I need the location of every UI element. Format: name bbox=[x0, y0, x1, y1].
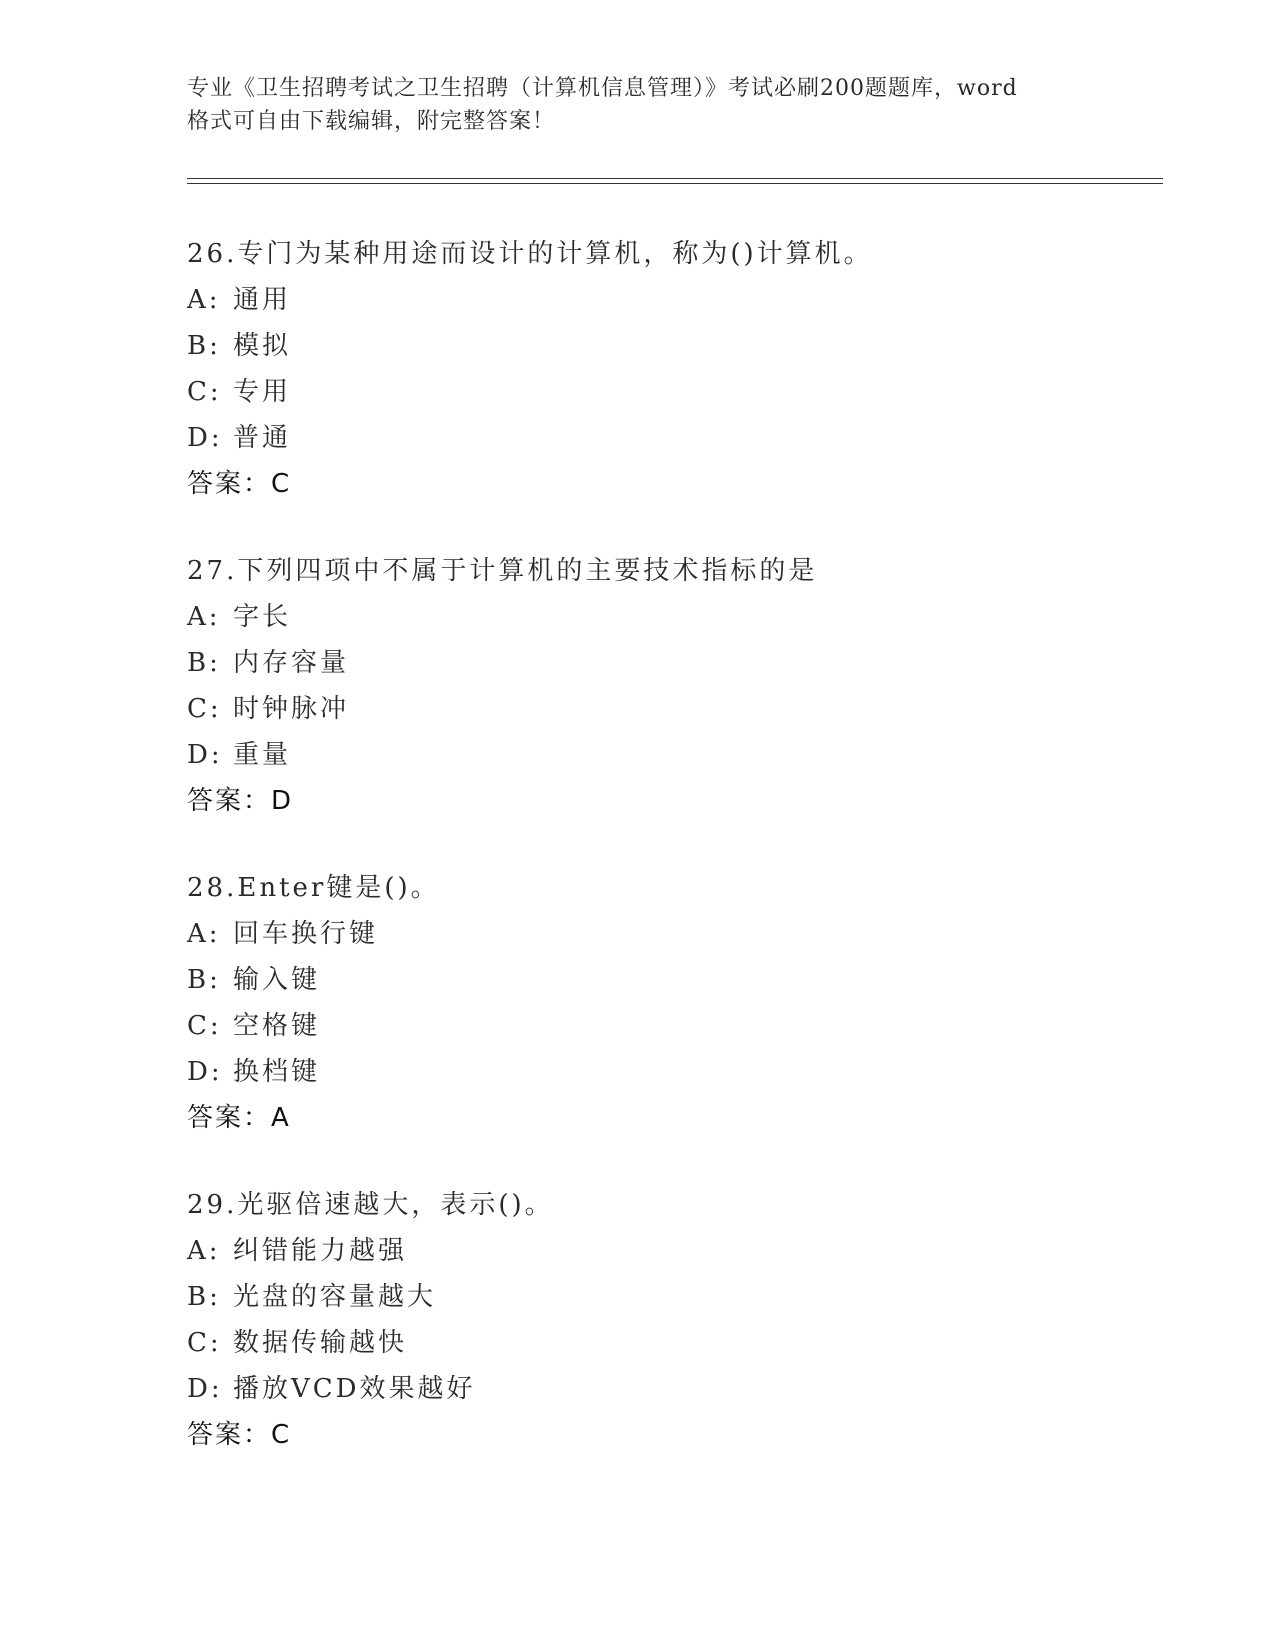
answer-label: 答案： bbox=[187, 1103, 272, 1133]
option-text: 时钟脉冲 bbox=[233, 694, 350, 724]
option-c bbox=[187, 1003, 1147, 1049]
option-a bbox=[187, 1228, 1147, 1274]
question-27 bbox=[187, 548, 1147, 824]
option-letter: D: bbox=[187, 1057, 223, 1087]
header-line-2: 格式可自由下载编辑，附完整答案！ bbox=[187, 109, 556, 134]
option-letter: D: bbox=[187, 1374, 223, 1404]
option-letter: B: bbox=[187, 1282, 221, 1312]
question-stem: 26.专门为某种用途而设计的计算机，称为()计算机。 bbox=[187, 239, 873, 269]
option-text: 重量 bbox=[233, 740, 292, 770]
option-b bbox=[187, 640, 1147, 686]
option-letter: B: bbox=[187, 965, 221, 995]
option-text: 数据传输越快 bbox=[233, 1328, 408, 1358]
answer-label: 答案： bbox=[187, 469, 272, 499]
option-text: 空格键 bbox=[233, 1011, 321, 1041]
answer-label: 答案： bbox=[187, 1420, 272, 1450]
answer-value: C bbox=[271, 469, 290, 499]
option-text: 字长 bbox=[233, 602, 292, 632]
option-text: 专用 bbox=[233, 377, 292, 407]
option-c bbox=[187, 1320, 1147, 1366]
option-text: 纠错能力越强 bbox=[233, 1236, 408, 1266]
option-letter: B: bbox=[187, 331, 221, 361]
answer-value: C bbox=[271, 1420, 290, 1450]
option-b bbox=[187, 957, 1147, 1003]
option-text: 内存容量 bbox=[233, 648, 350, 678]
option-c bbox=[187, 686, 1147, 732]
option-d bbox=[187, 1366, 1147, 1412]
option-d bbox=[187, 732, 1147, 778]
answer-value: D bbox=[271, 786, 292, 816]
option-a bbox=[187, 594, 1147, 640]
option-letter: A: bbox=[187, 1236, 221, 1266]
answer-line bbox=[187, 1095, 1147, 1141]
answer-line bbox=[187, 778, 1147, 824]
option-letter: A: bbox=[187, 919, 221, 949]
option-d bbox=[187, 1049, 1147, 1095]
option-a bbox=[187, 277, 1147, 323]
question-stem: 27.下列四项中不属于计算机的主要技术指标的是 bbox=[187, 556, 818, 586]
question-28 bbox=[187, 865, 1147, 1141]
option-text: 换档键 bbox=[233, 1057, 321, 1087]
option-letter: C: bbox=[187, 694, 222, 724]
question-26 bbox=[187, 231, 1147, 507]
option-d bbox=[187, 415, 1147, 461]
option-letter: D: bbox=[187, 423, 223, 453]
question-stem: 28.Enter键是()。 bbox=[187, 873, 440, 903]
option-letter: C: bbox=[187, 1328, 222, 1358]
option-letter: A: bbox=[187, 602, 221, 632]
option-c bbox=[187, 369, 1147, 415]
option-text: 普通 bbox=[233, 423, 292, 453]
option-text: 播放VCD效果越好 bbox=[233, 1374, 476, 1404]
option-letter: A: bbox=[187, 285, 221, 315]
option-letter: C: bbox=[187, 1011, 222, 1041]
option-text: 光盘的容量越大 bbox=[233, 1282, 437, 1312]
header-divider-bottom bbox=[187, 183, 1163, 184]
option-letter: B: bbox=[187, 648, 221, 678]
header-line-1: 专业《卫生招聘考试之卫生招聘（计算机信息管理）》考试必刷200题题库，word bbox=[187, 76, 1018, 101]
option-b bbox=[187, 323, 1147, 369]
option-text: 回车换行键 bbox=[233, 919, 379, 949]
question-stem: 29.光驱倍速越大，表示()。 bbox=[187, 1190, 554, 1220]
option-text: 模拟 bbox=[233, 331, 292, 361]
answer-label: 答案： bbox=[187, 786, 272, 816]
option-text: 通用 bbox=[233, 285, 292, 315]
option-text: 输入键 bbox=[233, 965, 321, 995]
option-letter: C: bbox=[187, 377, 222, 407]
question-29 bbox=[187, 1182, 1147, 1458]
option-a bbox=[187, 911, 1147, 957]
answer-value: A bbox=[271, 1103, 289, 1133]
header-divider-top bbox=[187, 178, 1163, 179]
option-b bbox=[187, 1274, 1147, 1320]
document-header bbox=[187, 72, 1087, 138]
option-letter: D: bbox=[187, 740, 223, 770]
answer-line bbox=[187, 461, 1147, 507]
answer-line bbox=[187, 1412, 1147, 1458]
